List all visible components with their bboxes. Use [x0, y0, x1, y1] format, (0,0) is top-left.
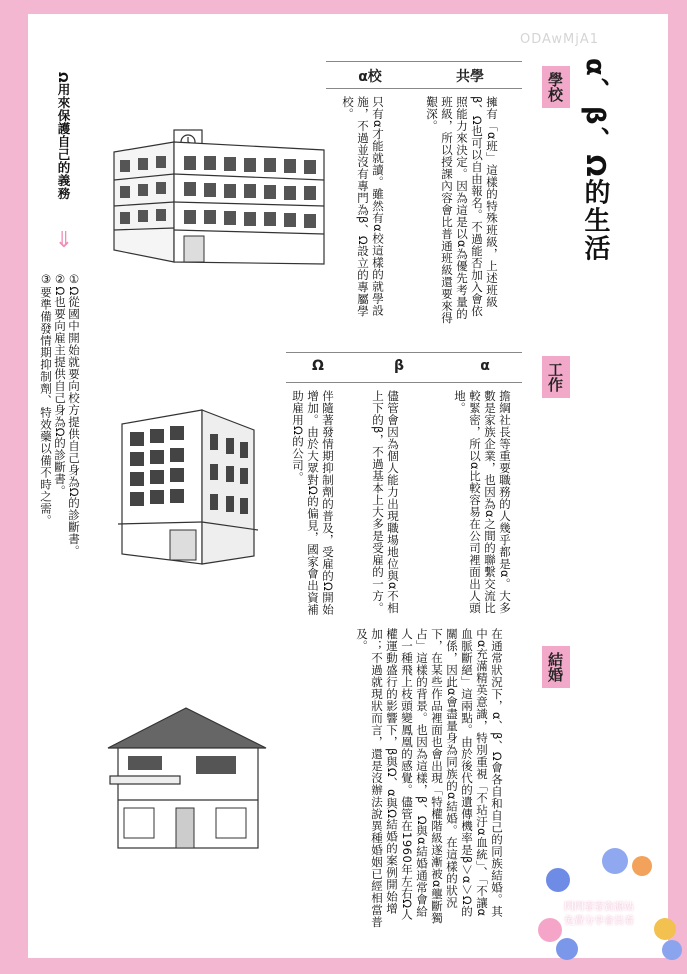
section-label-work: 工作: [542, 356, 570, 398]
school-building-illustration: [104, 122, 336, 270]
top-band: [0, 0, 687, 14]
school-header-common: 共學: [456, 69, 484, 85]
marriage-text: 在通常狀況下，α、β、Ω會各自和自己的同族結婚。其中α充滿精英意識，特別重視「不玷汙α血統」、「不讓α血脈斷絕」這兩點。由於後代的遺傳機率是β＞α＞Ω的關係，因此α會盡量身為同族的α結婚。在這樣的狀況下，在某些作品裡面也會出現「特權階級遂漸被α壟斷獨占」這樣的背景。也因為這樣，β、Ω與α結婚通常會給人一種飛上枝頭變鳳凰的感覺。儘管在1960年左右Ω人權運動盛行的影響下，β與Ω、α與Ω結婚的案例開始增加；不過就現狀而言，還是沒辦法說異種婚姻已經相當普及。: [355, 628, 504, 928]
school-text-common: 擁有「α班」這樣的特殊班級，上述班級β、Ω也可以自由報名。不過能否加入會依照能力來決定。因為這是以α為優先考量的班級，所以授課內容會比普通班級還要來得艱深。: [425, 96, 499, 324]
flower-stamp-image: [536, 848, 686, 966]
stamp-text-line1: 閃閃霏霏資源站: [564, 902, 634, 913]
watermark: ODAwMjA1: [520, 32, 600, 47]
work-header-alpha: α: [480, 358, 490, 374]
school-text-alpha: 只有α才能就讀。雖然有α校這樣的就學設施，不過並沒有專門為β、Ω設立的專屬學校。: [341, 96, 385, 318]
left-note-item-3: ③要準備發情期抑制劑、特效藥以備不時之需。: [39, 272, 53, 527]
down-arrow-icon: ⇓: [54, 228, 74, 253]
work-text-alpha: 擔綱社長等重要職務的人幾乎都是α。大多數是家族企業，也因為α之間的聯繫交流比較緊密，所以α比較容易在公司裡面出人頭地。: [453, 390, 512, 615]
office-building-illustration: [112, 404, 262, 574]
page-title: α、β、Ω的生活: [580, 58, 610, 263]
work-rule-bottom: [286, 382, 522, 383]
work-rule-top: [286, 352, 522, 353]
house-illustration: [104, 704, 268, 854]
left-note-title: Ω用來保護自己的義務: [56, 72, 71, 201]
section-label-marriage: 結婚: [542, 646, 570, 688]
left-note-item-1: ①Ω從國中開始就要向校方提供自己身為Ω的診斷書。: [67, 272, 81, 558]
section-label-school: 學校: [542, 66, 570, 108]
work-text-beta: 儘管會因為個人能力出現職場地位與α不相上下的β，不過基本上大多是受雇的一方。: [371, 390, 400, 615]
stamp-text-line2: 免費分享會員看: [564, 916, 634, 927]
work-header-beta: β: [393, 358, 405, 374]
work-header-omega: Ω: [312, 358, 324, 374]
school-rule-bottom: [326, 88, 522, 89]
work-text-omega: 伴隨著發情期抑制劑的普及，受雇的Ω開始增加。由於大眾對Ω的偏見，國家會出資補助雇用Ω的公司。: [291, 390, 335, 616]
left-note-item-2: ②Ω也要向雇主提供自己身為Ω的診斷書。: [53, 272, 67, 498]
school-rule-top: [326, 61, 522, 62]
school-header-alpha: α校: [358, 69, 382, 85]
